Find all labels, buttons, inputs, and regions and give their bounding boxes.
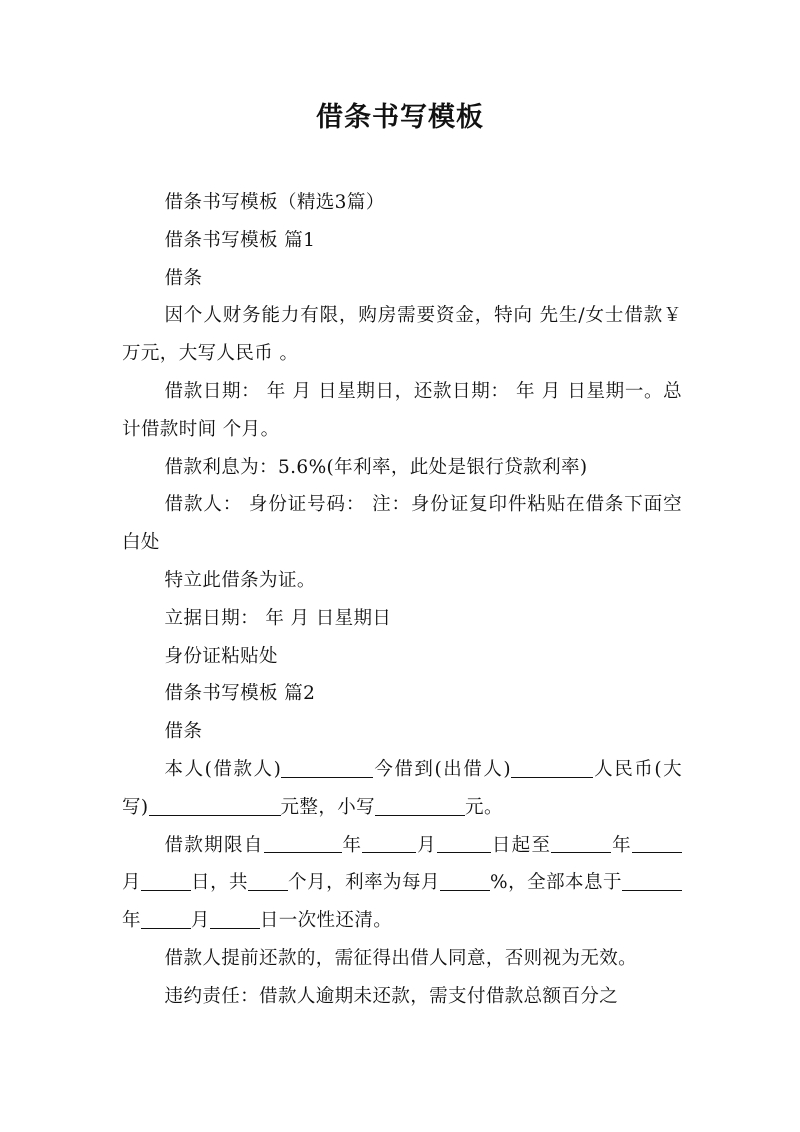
blank-borrower[interactable] (281, 757, 373, 777)
text-year-1: 年 (341, 834, 363, 856)
text-lender: 今借到(出借人) (373, 758, 512, 780)
paragraph-id-area: 身份证粘贴处 (164, 645, 278, 667)
blank-end-year[interactable] (551, 833, 611, 853)
text-repay: %，全部本息于 (490, 872, 623, 894)
paragraph-breach: 违约责任：借款人逾期未还款，需支付借款总额百分之 (164, 985, 619, 1007)
paragraph-subtitle: 借条书写模板（精选3篇） (164, 192, 385, 213)
paragraph-sign-date: 立据日期： 年 月 日星期日 (164, 607, 392, 629)
text-year-2: 年 (611, 834, 632, 856)
section-heading-1: 借条书写模板 篇1 (164, 229, 316, 251)
blank-repay-year[interactable] (622, 871, 682, 891)
document-body (122, 184, 682, 1016)
blank-amount-upper[interactable] (149, 795, 281, 815)
paragraph-purpose: 因个人财务能力有限，购房需要资金，特向 先生/女士借款￥ 万元，大写人民币 。 (122, 305, 682, 365)
text-month-1: 月 (416, 834, 437, 856)
blank-start-month[interactable] (362, 833, 416, 853)
text-term-from: 借款期限自 (164, 834, 264, 856)
text-rmb-upper: 人民币(大写) (122, 758, 682, 818)
paragraph-dates: 借款日期： 年 月 日星期日，还款日期： 年 月 日星期一。总计借款时间 个月。 (122, 380, 682, 440)
paragraph-interest: 借款利息为：5.6%(年利率，此处是银行贷款利率) (164, 456, 588, 478)
text-small: 元整，小写 (280, 796, 376, 818)
text-rate: 个月，利率为每月 (288, 872, 441, 894)
note-heading-2: 借条 (164, 721, 203, 743)
note-heading-1: 借条 (164, 267, 203, 289)
blank-start-day[interactable] (437, 833, 491, 853)
paragraph-borrower: 借款人： 身份证号码： 注：身份证复印件粘贴在借条下面空白处 (122, 494, 682, 554)
blank-lender[interactable] (511, 757, 593, 777)
blank-amount-lower[interactable] (375, 795, 465, 815)
paragraph-loan-amount (122, 751, 682, 827)
blank-start-year[interactable] (264, 833, 342, 853)
text-month-3: 月 (190, 910, 210, 932)
paragraph-proof: 特立此借条为证。 (164, 569, 316, 591)
document-title: 借条书写模板 (316, 102, 484, 133)
blank-end-month[interactable] (632, 833, 682, 853)
blank-rate[interactable] (440, 871, 490, 891)
paragraph-loan-term (122, 827, 682, 940)
text-year-3: 年 (122, 910, 141, 932)
text-once: 日一次性还清。 (259, 910, 393, 932)
blank-months[interactable] (248, 871, 288, 891)
text-month-2: 月 (122, 872, 141, 894)
blank-repay-day[interactable] (210, 908, 260, 928)
text-day-to: 日起至 (490, 834, 552, 856)
blank-repay-month[interactable] (141, 908, 191, 928)
text-yuan: 元。 (465, 796, 503, 818)
blank-end-day[interactable] (141, 871, 191, 891)
paragraph-early-repay: 借款人提前还款的，需征得出借人同意，否则视为无效。 (164, 947, 638, 969)
text-day-total: 日，共 (191, 872, 249, 894)
section-heading-2: 借条书写模板 篇2 (164, 683, 316, 705)
text-borrower: 本人(借款人) (164, 758, 282, 780)
